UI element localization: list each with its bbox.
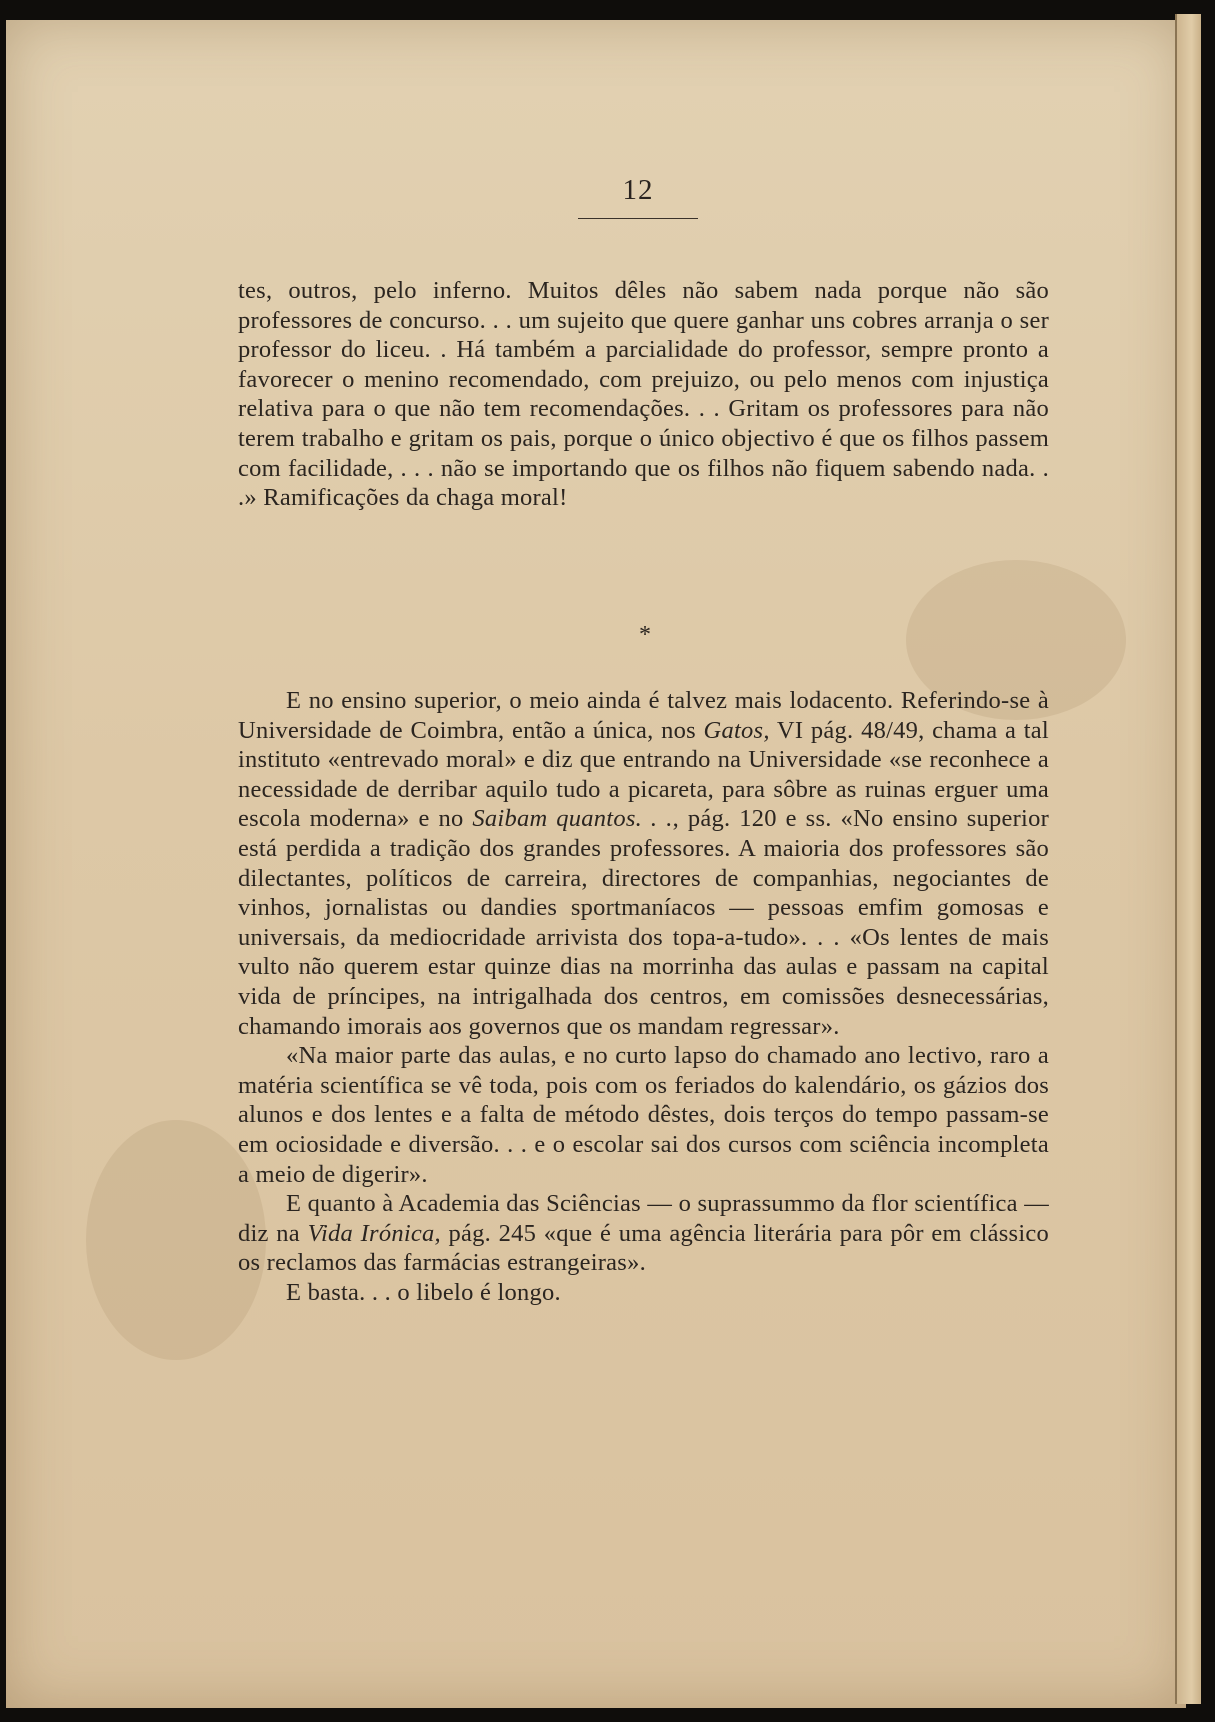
text-run: VI pág. 48/49, chama a tal instituto «entrevado moral» e diz que entrando na Universidade «se reconhece a necessidade de derribar aquilo tudo a picareta, para sôbre as ruinas erguer uma escola moderna» e no — [238, 716, 1049, 833]
page-number: 12 — [622, 174, 654, 206]
body-text-top — [238, 276, 1049, 513]
text-run: pág. 245 «que é uma agência literária para pôr em clássico os reclamos das farmácias estrangeiras». — [238, 1219, 1049, 1277]
paragraph: tes, outros, pelo inferno. Muitos dêles não sabem nada porque não são professores de concurso. . . um sujeito que quere ganhar uns cobres arranja o ser professor do liceu. . Há também a parcialidade do professor, sempre pronto a favorecer o menino recomendado, com prejuizo, ou pelo menos com injustiça relativa para o que não tem recomendações. . . Gritam os professores para não terem trabalho e gritam os pais, porque o único objectivo é que os filhos passem com facilidade, . . . não se importando que os filhos não fiquem sabendo nada. . .» Ramificações da chaga moral! — [238, 277, 1049, 512]
book-title-vida-ironica: Vida Irónica, — [307, 1219, 441, 1247]
text-run: E basta. . . o libelo é longo. — [286, 1278, 561, 1306]
text-run: E quanto à Academia das Sciências — o suprassummo da flor scientífica — diz na — [238, 1190, 1049, 1247]
page-edge — [1175, 14, 1201, 1704]
paragraph — [238, 1041, 1049, 1189]
text-run: «Na maior parte das aulas, e no curto lapso do chamado ano lectivo, raro a matéria scientífica se vê toda, pois com os feriados do kalendário, os gázios dos alunos e dos lentes e a falta de método dêstes, dois terços do tempo passam-se em ociosidade e diversão. . . e o escolar sai dos cursos com sciência incompleta a meio de digerir». — [238, 1042, 1049, 1188]
paragraph — [238, 1278, 1049, 1308]
book-title-gatos: Gatos, — [703, 716, 770, 744]
text-run: E no ensino superior, o meio ainda é talvez mais lodacento. Referindo-se à Universidade de Coimbra, então a única, nos — [238, 687, 1049, 744]
paragraph — [238, 1189, 1049, 1278]
body-text-bottom — [238, 686, 1049, 1307]
text-run: , pág. 120 e ss. «No ensino superior está perdida a tradição dos grandes professores. A maioria dos professores são dilectantes, políticos de carreira, directores de companhias, negociantes de vinhos, jornalistas ou dandies sportmaníacos — pessoas emfim gomosas e universais, da mediocridade arrivista dos topa-a-tudo». . . «Os lentes de mais vulto não querem estar quinze dias na morrinha das aulas e passam na capital vida de príncipes, na intrigalhada dos centros, em comissões desnecessárias, chamando imorais aos governos que os mandam regressar». — [238, 805, 1050, 1040]
page-number-rule — [578, 218, 698, 219]
book-title-saibam-quantos: Saibam quantos. . . — [472, 805, 673, 833]
section-separator: * — [639, 622, 651, 648]
paragraph — [238, 686, 1049, 1041]
